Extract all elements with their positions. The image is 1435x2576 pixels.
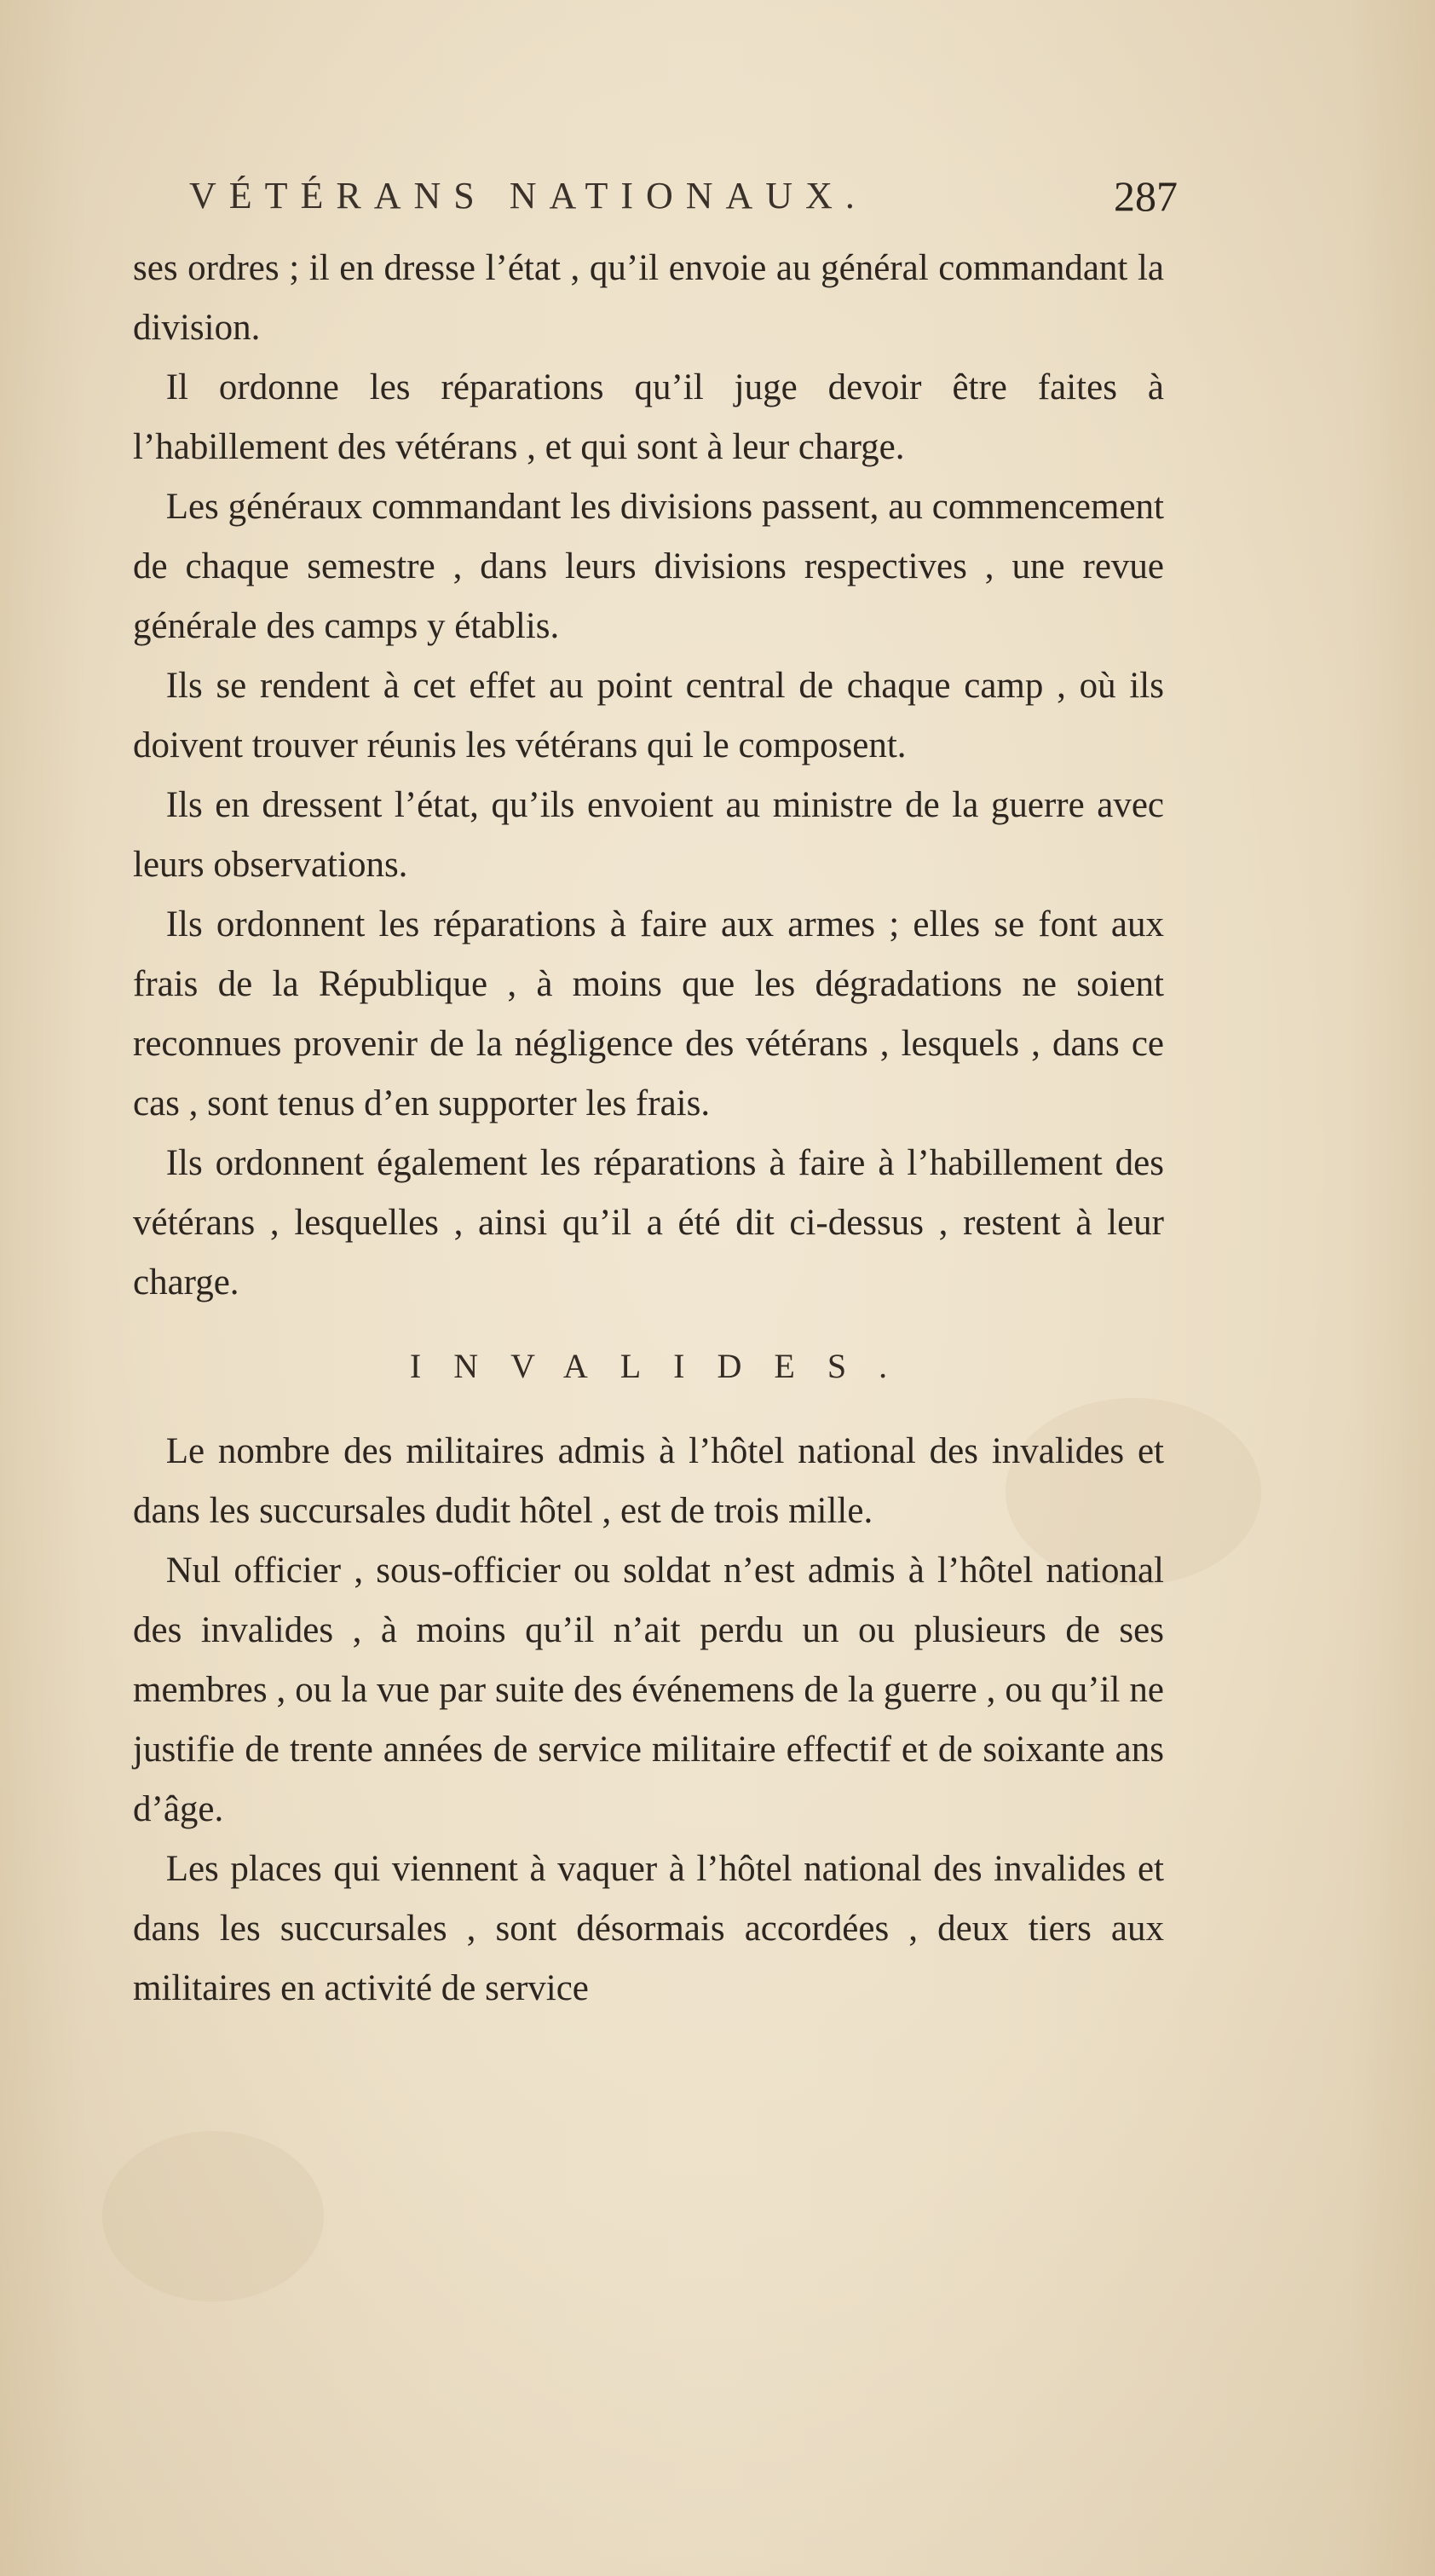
- paragraph: Nul officier , sous-officier ou soldat n’est admis à l’hôtel national des invalides , à moins qu’il n’ait perdu un ou plusieurs de ses membres , ou la vue par suite des événemens de la guerre , ou qu’il ne justifie de trente années de service militaire effectif et de soixante ans d’âge.: [133, 1551, 1164, 1829]
- paragraph: Les généraux commandant les divisions passent, au commencement de chaque semestre , dans leurs divisions respectives , une revue générale des camps y établis.: [133, 487, 1164, 646]
- paragraph: Ils se rendent à cet effet au point central de chaque camp , où ils doivent trouver réunis les vétérans qui le composent.: [133, 666, 1164, 765]
- body-text: [133, 239, 1164, 2019]
- paragraph: Il ordonne les réparations qu’il juge devoir être faites à l’habillement des vétérans , et qui sont à leur charge.: [133, 367, 1164, 467]
- paragraph: Ils ordonnent les réparations à faire aux armes ; elles se font aux frais de la République , à moins que les dégradations ne soient reconnues provenir de la négligence des vétérans , lesquels , dans ce cas , sont tenus d’en supporter les frais.: [133, 904, 1164, 1123]
- paragraph: Ils ordonnent également les réparations à faire à l’habillement des vétérans , lesquelles , ainsi qu’il a été dit ci-dessus , restent à leur charge.: [133, 1143, 1164, 1302]
- section-heading: INVALIDES.: [409, 1347, 920, 1385]
- page-number: 287: [1114, 172, 1178, 220]
- paper-stain: [102, 2131, 324, 2302]
- paragraph: Les places qui viennent à vaquer à l’hôtel national des invalides et dans les succursales , sont désormais accordées , deux tiers aux militaires en activité de service: [133, 1849, 1164, 2008]
- paragraph: ses ordres ; il en dresse l’état , qu’il envoie au général commandant la division.: [133, 248, 1164, 348]
- running-title: VÉTÉRANS NATIONAUX.: [189, 175, 867, 217]
- paragraph: Le nombre des militaires admis à l’hôtel national des invalides et dans les succursales dudit hôtel , est de trois mille.: [133, 1431, 1164, 1531]
- running-head: [189, 170, 1178, 222]
- paragraph: Ils en dressent l’état, qu’ils envoient au ministre de la guerre avec leurs observations.: [133, 785, 1164, 885]
